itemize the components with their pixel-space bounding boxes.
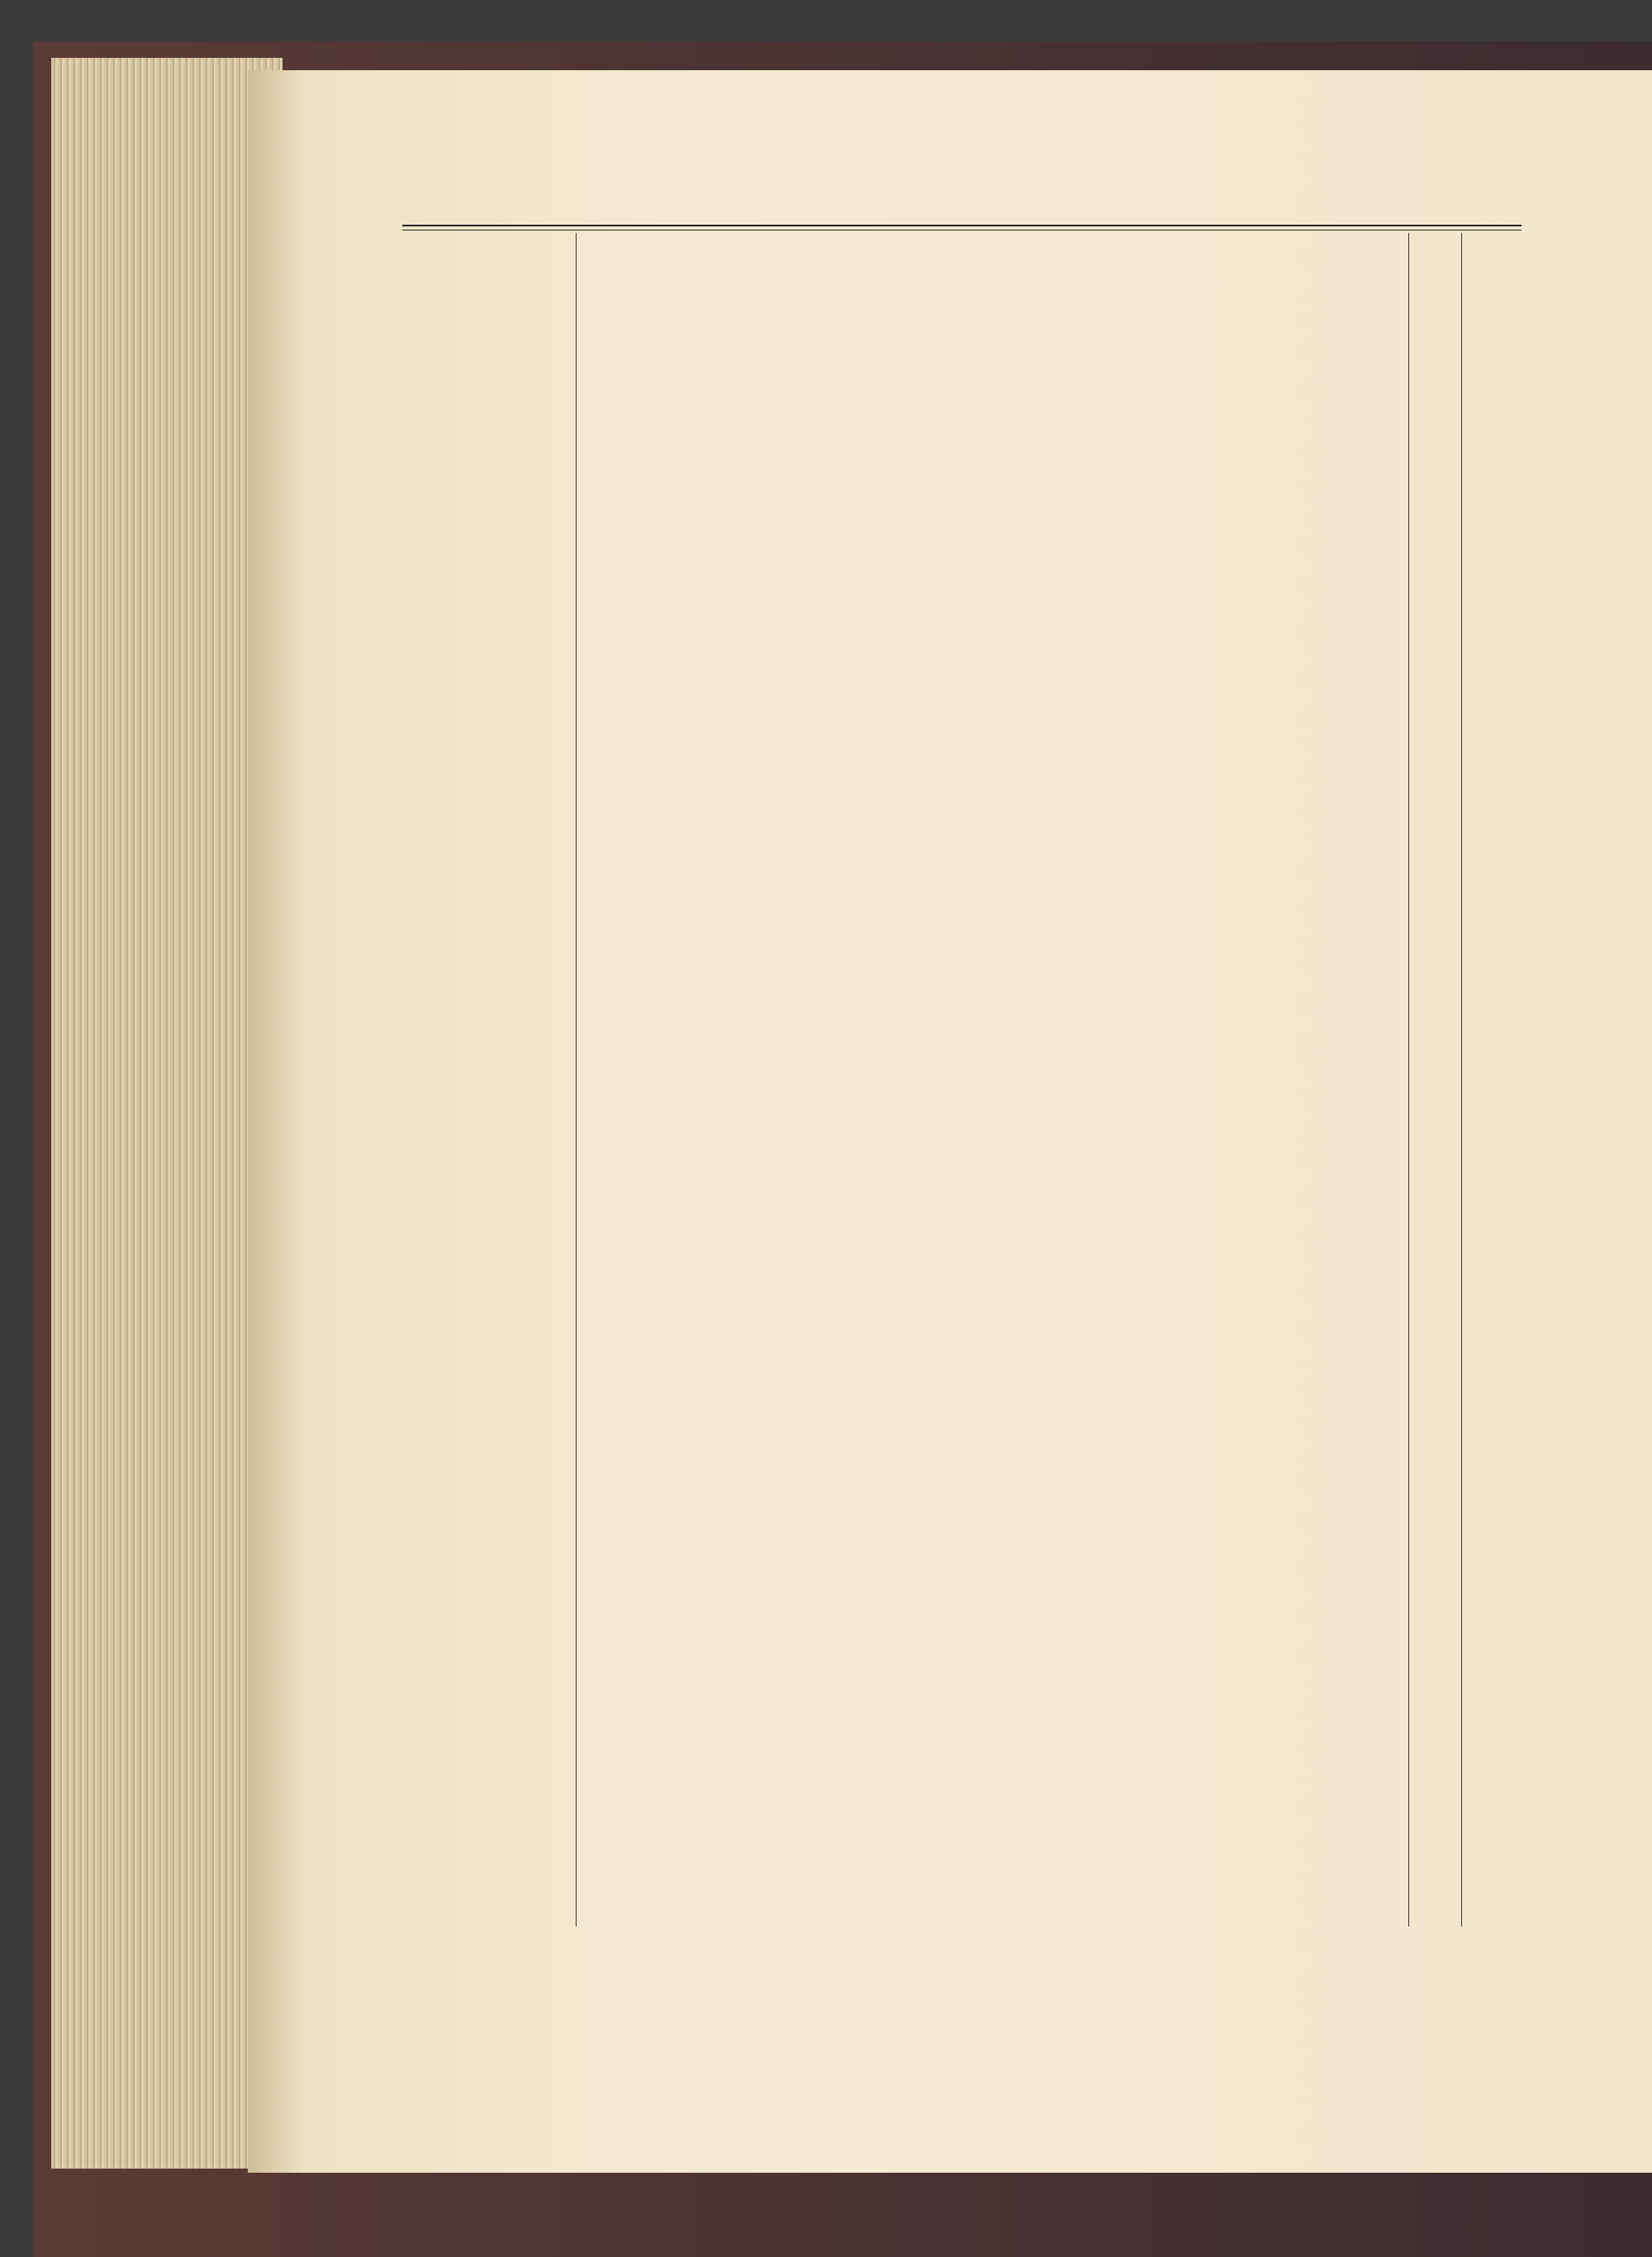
header-rule xyxy=(402,225,1521,226)
catalog-page xyxy=(248,70,1652,2173)
column-divider xyxy=(1461,233,1462,1927)
column-divider xyxy=(1408,233,1409,1927)
column-divider xyxy=(576,233,577,1927)
